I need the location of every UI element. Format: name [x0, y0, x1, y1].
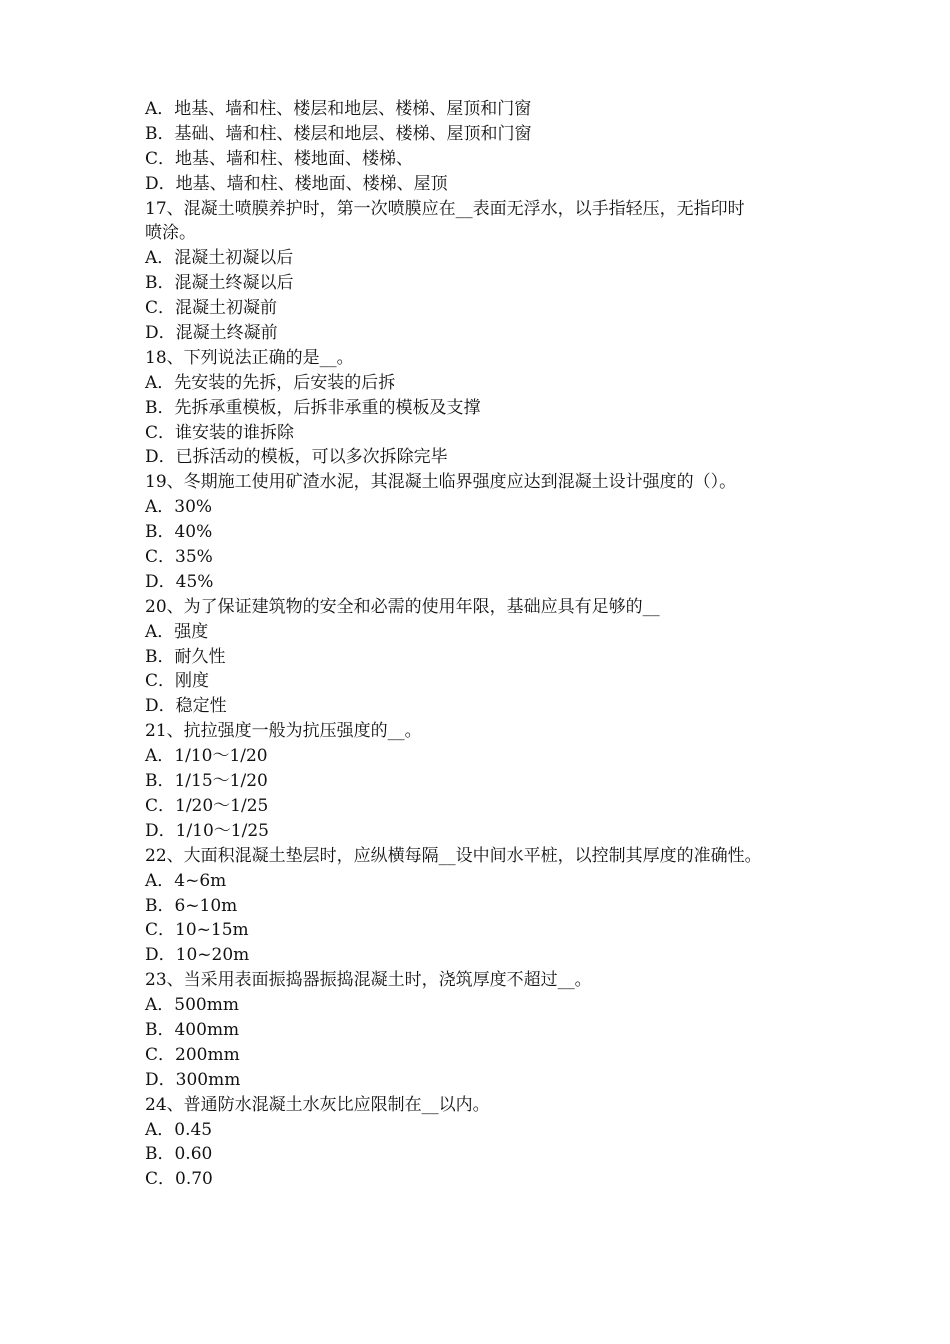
option-b: B．1/15～1/20 [145, 771, 268, 792]
option-a: A．0.45 [145, 1119, 213, 1140]
question-23: 23、当采用表面振捣器振捣混凝土时，浇筑厚度不超过__。 [145, 970, 592, 991]
option-c: C．0.70 [145, 1169, 213, 1190]
option-c: C．谁安装的谁拆除 [145, 422, 295, 443]
option-a: A．1/10～1/20 [145, 746, 268, 767]
option-c: C．1/20～1/25 [145, 795, 269, 816]
question-17-continued: 喷涂。 [145, 223, 196, 244]
question-19: 19、冬期施工使用矿渣水泥，其混凝土临界强度应达到混凝土设计强度的（）。 [145, 472, 737, 493]
option-d: D．45% [145, 571, 214, 592]
question-21: 21、抗拉强度一般为抗压强度的__。 [145, 721, 422, 742]
document-page [145, 97, 825, 1192]
option-b: B．400mm [145, 1019, 240, 1040]
option-c: C．混凝土初凝前 [145, 298, 278, 319]
option-a: A．500mm [145, 995, 239, 1016]
option-b: B．0.60 [145, 1144, 213, 1165]
option-d: D．地基、墙和柱、楼地面、楼梯、屋顶 [145, 173, 448, 194]
option-a: A．混凝土初凝以后 [145, 248, 294, 269]
option-a: A．强度 [145, 621, 209, 642]
option-c: C．10~15m [145, 920, 249, 941]
question-22: 22、大面积混凝土垫层时，应纵横每隔__设中间水平桩，以控制其厚度的准确性。 [145, 845, 762, 866]
option-b: B．先拆承重模板，后拆非承重的模板及支撑 [145, 397, 481, 418]
question-17: 17、混凝土喷膜养护时，第一次喷膜应在__表面无浮水，以手指轻压，无指印时 [145, 198, 745, 219]
option-b: B．6~10m [145, 895, 238, 916]
question-24: 24、普通防水混凝土水灰比应限制在__以内。 [145, 1094, 490, 1115]
option-b: B．耐久性 [145, 646, 226, 667]
option-d: D．稳定性 [145, 696, 227, 717]
option-b: B．基础、墙和柱、楼层和地层、楼梯、屋顶和门窗 [145, 123, 532, 144]
option-d: D．1/10～1/25 [145, 820, 269, 841]
option-d: D．已拆活动的模板，可以多次拆除完毕 [145, 447, 448, 468]
option-d: D．混凝土终凝前 [145, 323, 278, 344]
question-18: 18、下列说法正确的是__。 [145, 347, 354, 368]
question-20: 20、为了保证建筑物的安全和必需的使用年限，基础应具有足够的__ [145, 596, 660, 617]
option-b: B．混凝土终凝以后 [145, 273, 294, 294]
option-c: C．200mm [145, 1044, 240, 1065]
option-d: D．10~20m [145, 945, 250, 966]
option-a: A．先安装的先拆，后安装的后拆 [145, 372, 396, 393]
option-a: A．地基、墙和柱、楼层和地层、楼梯、屋顶和门窗 [145, 99, 532, 119]
option-a: A．4~6m [145, 870, 227, 891]
option-c: C．地基、墙和柱、楼地面、楼梯、 [145, 148, 414, 169]
option-a: A．30% [145, 497, 213, 518]
option-c: C．35% [145, 547, 213, 568]
option-c: C．刚度 [145, 671, 210, 692]
option-b: B．40% [145, 522, 213, 543]
option-d: D．300mm [145, 1069, 241, 1090]
